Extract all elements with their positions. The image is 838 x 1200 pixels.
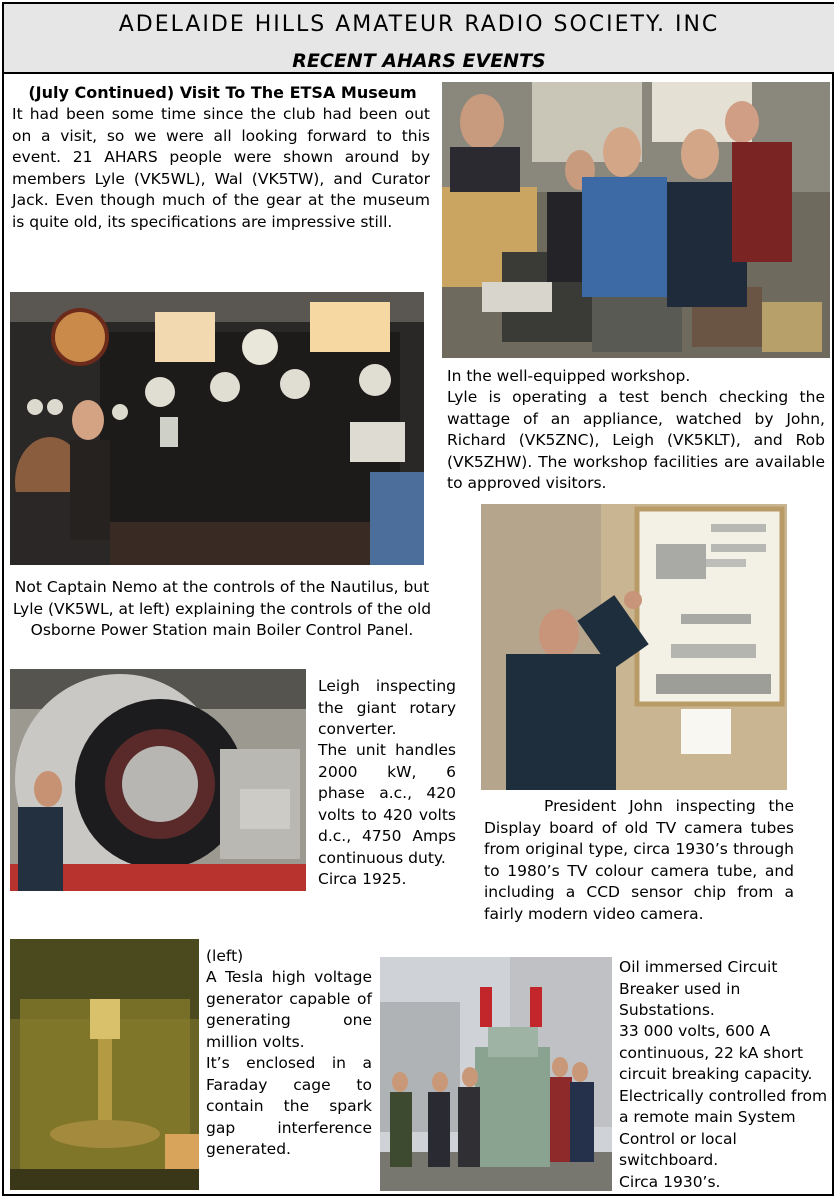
control-panel-caption: Not Captain Nemo at the controls of the Nautilus, but Lyle (VK5WL, at left) explaining the controls of the old Osborne Power Station main Boiler Control Panel. <box>12 578 432 639</box>
museum-heading: (July Continued) Visit To The ETSA Museum <box>28 83 417 102</box>
converter-caption-1: Leigh inspecting the giant rotary converter. <box>318 677 456 738</box>
breaker-caption-3: Circa 1930’s. <box>619 1173 721 1191</box>
tesla-caption-2: A Tesla high voltage generator capable of generating one million volts. <box>206 968 372 1051</box>
breaker-caption-2: 33 000 volts, 600 A continuous, 22 kA short circuit breaking capacity. Electrically controlled from a remote main System Control or local switchboard. <box>619 1022 828 1169</box>
tesla-generator-photo <box>10 939 199 1190</box>
converter-caption-3: Circa 1925. <box>318 870 407 888</box>
workshop-caption-title: In the well-equipped workshop. <box>447 367 691 385</box>
circuit-breaker-photo <box>380 957 612 1191</box>
converter-caption-2: The unit handles 2000 kW, 6 phase a.c., 420 volts to 420 volts d.c., 4750 Amps continuous duty. <box>318 741 456 867</box>
page-subtitle: RECENT AHARS EVENTS <box>292 50 546 72</box>
tesla-caption-1: (left) <box>206 947 244 965</box>
tv-tubes-caption: President John inspecting the Display board of old TV camera tubes from original type, circa 1930’s through to 1980’s TV colour camera tube, and including a CCD sensor chip from a fairly modern video camera. <box>484 797 794 923</box>
tv-camera-tubes-photo <box>481 504 787 790</box>
tesla-caption-3: It’s enclosed in a Faraday cage to contain the spark gap interference generated. <box>206 1054 372 1158</box>
page-header <box>4 4 834 74</box>
society-title: ADELAIDE HILLS AMATEUR RADIO SOCIETY. INC <box>118 12 720 37</box>
rotary-converter-photo <box>10 669 306 891</box>
museum-intro-text: It had been some time since the club had been out on a visit, so we were all looking forward to this event. 21 AHARS people were shown around by members Lyle (VK5WL), Wal (VK5TW), and Curator Jack. Even though much of the gear at the museum is quite old, its specifications are impressive still. <box>12 105 430 231</box>
boiler-control-panel-photo <box>10 292 424 565</box>
workshop-caption: Lyle is operating a test bench checking the wattage of an appliance, watched by John, Richard (VK5ZNC), Leigh (VK5KLT), and Rob (VK5ZHW). The workshop facilities are available to approved visitors. <box>447 388 825 492</box>
breaker-caption-1: Oil immersed Circuit Breaker used in Substations. <box>619 958 778 1019</box>
workshop-photo <box>442 82 830 358</box>
